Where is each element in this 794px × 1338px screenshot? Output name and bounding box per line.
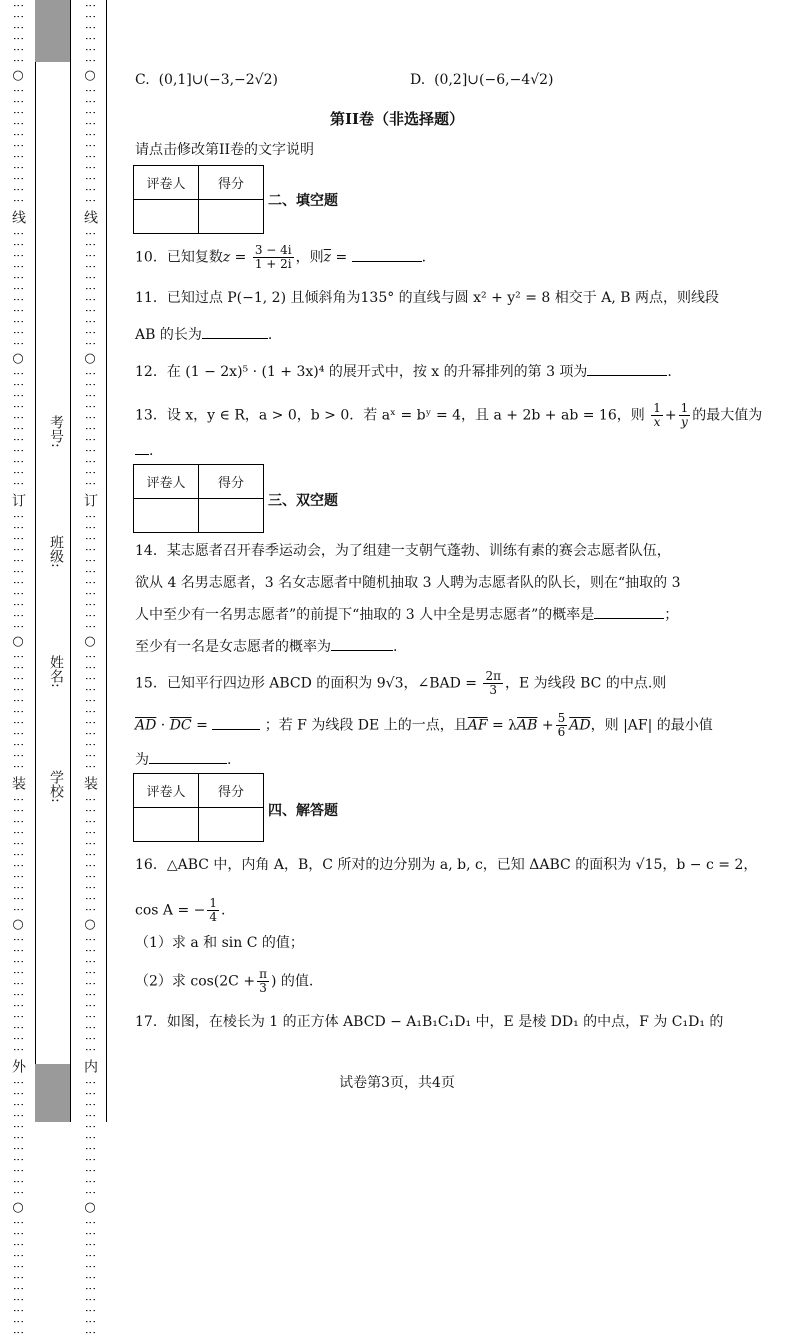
heading-answer: 四、解答题	[268, 803, 338, 819]
circle-mark: ○	[12, 351, 24, 366]
dotted-line: ⋮⋮⋮⋮⋮⋮⋮⋮⋮⋮⋮	[12, 794, 25, 915]
dotted-line: ⋮⋮⋮⋮⋮⋮⋮⋮⋮⋮⋮	[12, 228, 25, 349]
question-14-line2: 欲从 4 名男志愿者，3 名女志愿者中随机抽取 3 人聘为志愿者队的队长，则在“抽取的 3	[135, 575, 681, 591]
section-title: 第II卷（非选择题）	[329, 110, 465, 128]
field-school: 学校:	[48, 770, 64, 803]
seal-label: 装	[82, 776, 98, 790]
question-15: 15．已知平行四边形 ABCD 的面积为 9√3，∠BAD = $\frac{2\pi}{3}$ ，E 为线段 BC 的中点.则	[135, 669, 667, 697]
inner-seal-column	[80, 0, 100, 1338]
dotted-line: ⋮⋮⋮⋮⋮⋮⋮⋮⋮⋮⋮	[84, 1217, 97, 1338]
seal-label: 线	[82, 210, 98, 224]
dotted-line: ⋮⋮⋮⋮⋮⋮⋮⋮⋮⋮⋮	[84, 511, 97, 632]
circle-mark: ○	[12, 917, 24, 932]
seal-label: 线	[10, 210, 26, 224]
dotted-line: ⋮⋮⋮⋮⋮⋮⋮⋮⋮⋮⋮	[84, 794, 97, 915]
question-10: 10．已知复数z = $\frac{3 - 4i}{1 + 2i}$ ，则$\overline{z}$ = .	[135, 243, 427, 271]
circle-mark: ○	[84, 68, 96, 83]
question-13-line2: .	[135, 440, 153, 461]
score-header: 得分	[199, 774, 264, 808]
field-name: 姓名:	[48, 655, 64, 688]
field-class: 班级:	[48, 535, 64, 568]
grader-cell	[134, 200, 199, 234]
outer-seal-column	[8, 0, 28, 1338]
dotted-line: ⋮⋮⋮⋮⋮⋮⋮⋮⋮⋮⋮	[84, 1077, 97, 1198]
heading-double-blank: 三、双空题	[268, 493, 338, 509]
question-15-line2: $\overline{AD} \cdot \overline{DC}$ = ；若 F 为线段 DE 上的一点，且$\overline{AF} = \lambda\overline{AB}$ + $\frac{5}{6}$ $\overline{AD}$，则 |AF| 的最小值	[135, 711, 713, 739]
circle-mark: ○	[12, 634, 24, 649]
seal-label: 内	[82, 1059, 98, 1073]
circle-mark: ○	[84, 1200, 96, 1215]
circle-mark: ○	[84, 351, 96, 366]
circle-mark: ○	[84, 634, 96, 649]
dotted-line: ⋮⋮⋮⋮⋮⋮⋮⋮⋮⋮⋮	[12, 511, 25, 632]
score-table	[133, 773, 264, 842]
dotted-line: ⋮⋮⋮⋮⋮⋮⋮⋮⋮⋮⋮	[12, 651, 25, 772]
dotted-line: ⋮⋮⋮⋮⋮⋮⋮⋮⋮⋮⋮	[12, 368, 25, 489]
grader-header: 评卷人	[134, 774, 199, 808]
question-16-line2: cos A = − $\frac{1}{4}$ .	[135, 896, 226, 924]
dotted-line: ⋮⋮⋮⋮⋮⋮⋮⋮⋮⋮⋮	[84, 85, 97, 206]
question-16-part2: （2）求 cos(2C + $\frac{\pi}{3}$ ) 的值.	[135, 967, 314, 995]
score-header: 得分	[199, 465, 264, 499]
grader-header: 评卷人	[134, 465, 199, 499]
question-17: 17．如图，在棱长为 1 的正方体 ABCD − A₁B₁C₁D₁ 中，E 是棱 DD₁ 的中点，F 为 C₁D₁ 的	[135, 1014, 724, 1030]
grader-cell	[134, 808, 199, 842]
question-11: 11．已知过点 P(−1, 2) 且倾斜角为135° 的直线与圆 x² + y² = 8 相交于 A, B 两点，则线段	[135, 290, 719, 306]
dotted-line: ⋮⋮⋮⋮⋮⋮⋮⋮⋮⋮⋮	[12, 934, 25, 1055]
question-16-part1: （1）求 a 和 sin C 的值；	[135, 935, 304, 951]
dotted-line: ⋮⋮⋮⋮⋮⋮⋮⋮⋮⋮⋮	[12, 1077, 25, 1198]
section-note: 请点击修改第II卷的文字说明	[135, 142, 315, 158]
score-cell	[199, 200, 264, 234]
circle-mark: ○	[12, 68, 24, 83]
dotted-line: ⋮⋮⋮⋮⋮⋮	[84, 0, 97, 66]
question-11-line2: AB 的长为 .	[135, 324, 272, 345]
score-header: 得分	[199, 166, 264, 200]
page-footer: 试卷第3页，共4页	[339, 1075, 455, 1091]
question-12: 12．在 (1 − 2x)⁵ · (1 + 3x)⁴ 的展开式中，按 x 的升幂排列的第 3 项为 .	[135, 361, 672, 382]
dotted-line: ⋮⋮⋮⋮⋮⋮⋮⋮⋮⋮⋮	[12, 1217, 25, 1338]
dotted-line: ⋮⋮⋮⋮⋮⋮⋮⋮⋮⋮⋮	[84, 228, 97, 349]
heading-fill-in: 二、填空题	[268, 193, 338, 209]
circle-mark: ○	[12, 1200, 24, 1215]
dotted-line: ⋮⋮⋮⋮⋮⋮⋮⋮⋮⋮⋮	[84, 651, 97, 772]
binding-shade-top	[35, 0, 70, 62]
score-table	[133, 464, 264, 533]
question-14: 14．某志愿者召开春季运动会，为了组建一支朝气蓬勃、训练有素的赛会志愿者队伍，	[135, 543, 671, 559]
grader-cell	[134, 499, 199, 533]
score-cell	[199, 808, 264, 842]
question-14-line3: 人中至少有一名男志愿者”的前提下“抽取的 3 人中全是男志愿者”的概率是 ；	[135, 604, 678, 625]
seal-label: 外	[10, 1059, 26, 1073]
question-14-line4: 至少有一名是女志愿者的概率为 .	[135, 636, 397, 657]
dotted-line: ⋮⋮⋮⋮⋮⋮⋮⋮⋮⋮⋮	[84, 368, 97, 489]
field-exam-number: 考号:	[48, 415, 64, 448]
score-table	[133, 165, 264, 234]
dotted-line: ⋮⋮⋮⋮⋮⋮	[12, 0, 25, 66]
dotted-line: ⋮⋮⋮⋮⋮⋮⋮⋮⋮⋮⋮	[84, 934, 97, 1055]
question-13: 13．设 x，y ∈ R，a > 0，b > 0．若 aˣ = bʸ = 4，且 a + 2b + ab = 16，则 $\frac{1}{x}$ + $\frac{1}{y}$ 的最大值为	[135, 401, 763, 429]
seal-label: 装	[10, 776, 26, 790]
binding-line-right	[106, 0, 107, 1122]
option-c: C. (0,1]∪(−3,−2√2)	[135, 72, 278, 88]
score-cell	[199, 499, 264, 533]
question-15-line3: 为 .	[135, 749, 231, 770]
circle-mark: ○	[84, 917, 96, 932]
option-d: D. (0,2]∪(−6,−4√2)	[410, 72, 554, 88]
question-16: 16．△ABC 中，内角 A，B，C 所对的边分别为 a, b, c，已知 ΔABC 的面积为 √15，b − c = 2，	[135, 857, 758, 873]
seal-label: 订	[82, 493, 98, 507]
binding-line-left	[35, 0, 36, 1122]
grader-header: 评卷人	[134, 166, 199, 200]
seal-label: 订	[10, 493, 26, 507]
binding-line-mid	[70, 0, 71, 1122]
dotted-line: ⋮⋮⋮⋮⋮⋮⋮⋮⋮⋮⋮	[12, 85, 25, 206]
